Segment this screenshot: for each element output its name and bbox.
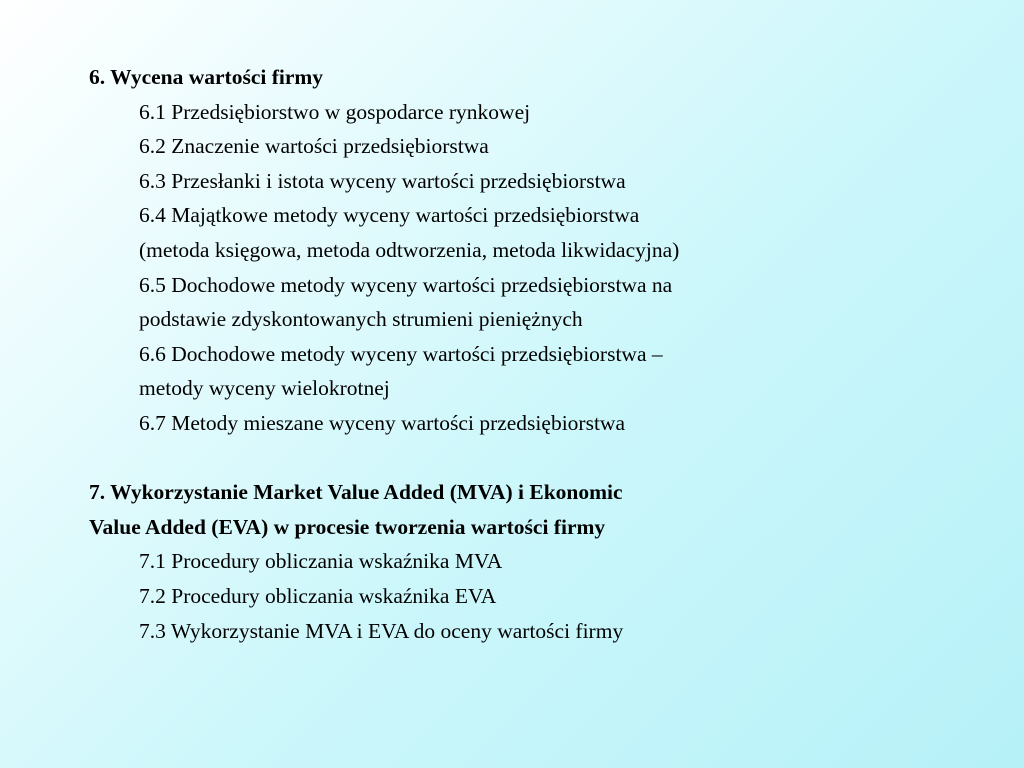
section-title-line: Value Added (EVA) w procesie tworzenia wartości firmy: [89, 514, 606, 539]
list-item-line: metody wyceny wielokrotnej: [139, 376, 390, 401]
list-item-line: 6.1 Przedsiębiorstwo w gospodarce rynkowej: [139, 99, 531, 124]
list-item-6-7: [89, 406, 989, 441]
section-title: [89, 60, 989, 95]
section-title-line: 7. Wykorzystanie Market Value Added (MVA) i Ekonomic: [89, 480, 623, 505]
section-7: [89, 475, 989, 648]
list-item-6-5: [89, 268, 989, 337]
list-item-6-3: [89, 164, 989, 199]
slide-content: [89, 60, 989, 648]
list-item-7-3: [89, 614, 989, 649]
list-item-6-6: [89, 337, 989, 406]
list-item-line: 6.5 Dochodowe metody wyceny wartości przedsiębiorstwa na: [139, 272, 673, 297]
list-item-7-2: [89, 579, 989, 614]
list-item-line: 6.4 Majątkowe metody wyceny wartości przedsiębiorstwa: [139, 203, 640, 228]
section-title-line: 6. Wycena wartości firmy: [89, 65, 324, 89]
list-item-6-2: [89, 129, 989, 164]
list-item-6-1: [89, 95, 989, 130]
section-6: [89, 60, 989, 441]
section-title: [89, 475, 989, 544]
section-spacer: [89, 441, 989, 476]
list-item-6-4: [89, 198, 989, 267]
list-item-line: (metoda księgowa, metoda odtworzenia, metoda likwidacyjna): [139, 237, 680, 262]
list-item-line: podstawie zdyskontowanych strumieni pieniężnych: [139, 307, 583, 332]
list-item-line: 6.3 Przesłanki i istota wyceny wartości przedsiębiorstwa: [139, 168, 626, 193]
list-item-line: 7.3 Wykorzystanie MVA i EVA do oceny wartości firmy: [139, 618, 624, 643]
list-item-line: 6.2 Znaczenie wartości przedsiębiorstwa: [139, 134, 489, 159]
list-item-line: 6.7 Metody mieszane wyceny wartości przedsiębiorstwa: [139, 410, 625, 435]
list-item-line: 7.2 Procedury obliczania wskaźnika EVA: [139, 583, 497, 608]
list-item-7-1: [89, 544, 989, 579]
list-item-line: 6.6 Dochodowe metody wyceny wartości przedsiębiorstwa –: [139, 341, 663, 366]
list-item-line: 7.1 Procedury obliczania wskaźnika MVA: [139, 549, 503, 574]
